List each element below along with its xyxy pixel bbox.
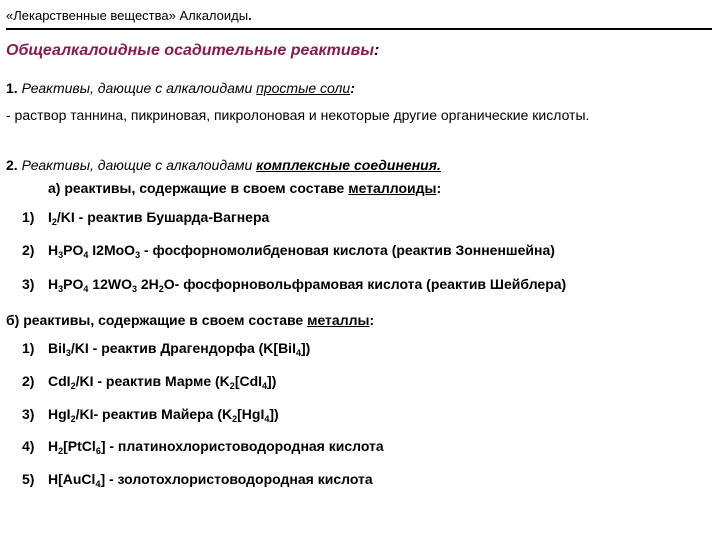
formula-part: CdI (48, 373, 71, 389)
formula-part: BiI (48, 340, 66, 356)
formula-subscript: 3 (58, 250, 64, 260)
subsection-a-emph: металлоиды (348, 180, 437, 196)
formula-part: ]) (300, 340, 311, 356)
list-item (22, 340, 310, 356)
subsection-a-colon: : (436, 180, 442, 196)
formula-part: PO (63, 242, 84, 258)
section-1-paragraph: - раствор таннина, пикриновая, пикролоновая и некоторые другие органические кислоты. (6, 107, 590, 123)
section-2-heading (6, 157, 441, 173)
formula-part: PO (63, 276, 84, 292)
list-item-number: 1) (22, 209, 35, 225)
list-item-number: 2) (22, 242, 35, 258)
subsection-b-colon: : (369, 312, 375, 328)
formula-subscript: 4 (295, 348, 301, 358)
formula-subscript: 2 (232, 414, 238, 424)
formula-part: O- фосфорновольфрамовая кислота (реактив Шейблера) (163, 276, 567, 292)
list-item (22, 242, 555, 258)
subsection-b-lead: б) реактивы, содержащие в своем составе (6, 312, 308, 328)
formula-part: 2H (136, 276, 159, 292)
section-1-number: 1. (6, 80, 18, 96)
formula-subscript: 2 (158, 284, 164, 294)
formula-part: /KI - реактив Драгендорфа (K[BiI (70, 340, 296, 356)
list-item-number: 4) (22, 438, 35, 454)
subsection-a-heading (48, 180, 441, 196)
formula-part: [HgI (237, 406, 265, 422)
formula-subscript: 3 (65, 348, 71, 358)
section-2-emph: комплексные соединения. (256, 157, 441, 173)
formula-part: [CdI (234, 373, 263, 389)
section-2-number: 2. (6, 157, 18, 173)
subsection-b-heading (6, 312, 374, 328)
list-item-number: 3) (22, 406, 35, 422)
list-item (22, 276, 566, 292)
header-title: «Лекарственные вещества» Алкалоиды (6, 8, 249, 23)
list-item (22, 471, 373, 487)
formula-part: H (48, 276, 59, 292)
formula-subscript: 2 (58, 446, 64, 456)
formula-subscript: 4 (83, 284, 89, 294)
subsection-b-emph: металлы (307, 312, 370, 328)
list-item-number: 3) (22, 276, 35, 292)
slide-header (6, 6, 712, 30)
formula-part: H[AuCl (48, 471, 96, 487)
formula-subscript: 3 (131, 284, 137, 294)
section-1-emph: простые соли (256, 80, 351, 96)
formula-part: /KI - реактив Бушарда-Вагнера (56, 209, 270, 225)
formula-subscript: 2 (70, 381, 76, 391)
formula-part: HgI (48, 406, 71, 422)
formula-subscript: 3 (135, 250, 141, 260)
formula-part: /KI - реактив Марме (K (75, 373, 230, 389)
slide-title (6, 42, 379, 60)
formula-part: ]) (269, 406, 279, 422)
header-dot: . (248, 8, 252, 23)
formula-subscript: 4 (264, 414, 270, 424)
list-item-number: 2) (22, 373, 35, 389)
list-item (22, 209, 269, 225)
formula-part: 12WO (88, 276, 132, 292)
formula-part: /KI- реактив Майера (K (75, 406, 233, 422)
formula-part: H (48, 438, 59, 454)
list-item-number: 1) (22, 340, 35, 356)
formula-subscript: 3 (58, 284, 64, 294)
formula-subscript: 2 (70, 414, 76, 424)
section-1-heading (6, 80, 355, 96)
formula-part: I (48, 209, 52, 225)
formula-subscript: 2 (229, 381, 235, 391)
formula-subscript: 4 (95, 479, 101, 489)
list-item-number: 5) (22, 471, 35, 487)
formula-subscript: 4 (83, 250, 89, 260)
formula-subscript: 6 (95, 446, 101, 456)
formula-part: [PtCl (63, 438, 96, 454)
section-1-lead: Реактивы, дающие с алкалоидами (21, 80, 257, 96)
formula-subscript: 2 (51, 217, 57, 227)
list-item (22, 438, 384, 454)
title-text: Общеалкалоидные осадительные реактивы (6, 42, 374, 59)
formula-part: H (48, 242, 59, 258)
list-item (22, 373, 276, 389)
formula-part: I2MoO (88, 242, 136, 258)
section-1-colon: : (350, 80, 355, 96)
list-item (22, 406, 279, 422)
section-2-lead: Реактивы, дающие с алкалоидами (21, 157, 257, 173)
formula-part: ]) (267, 373, 277, 389)
formula-part: ] - золотохлористоводородная кислота (100, 471, 373, 487)
title-colon: : (373, 42, 380, 59)
subsection-a-lead: а) реактивы, содержащие в своем составе (48, 180, 349, 196)
formula-subscript: 4 (262, 381, 268, 391)
formula-part: - фосфорномолибденовая кислота (реактив Зонненшейна) (140, 242, 555, 258)
formula-part: ] - платинохлористоводородная кислота (100, 438, 384, 454)
